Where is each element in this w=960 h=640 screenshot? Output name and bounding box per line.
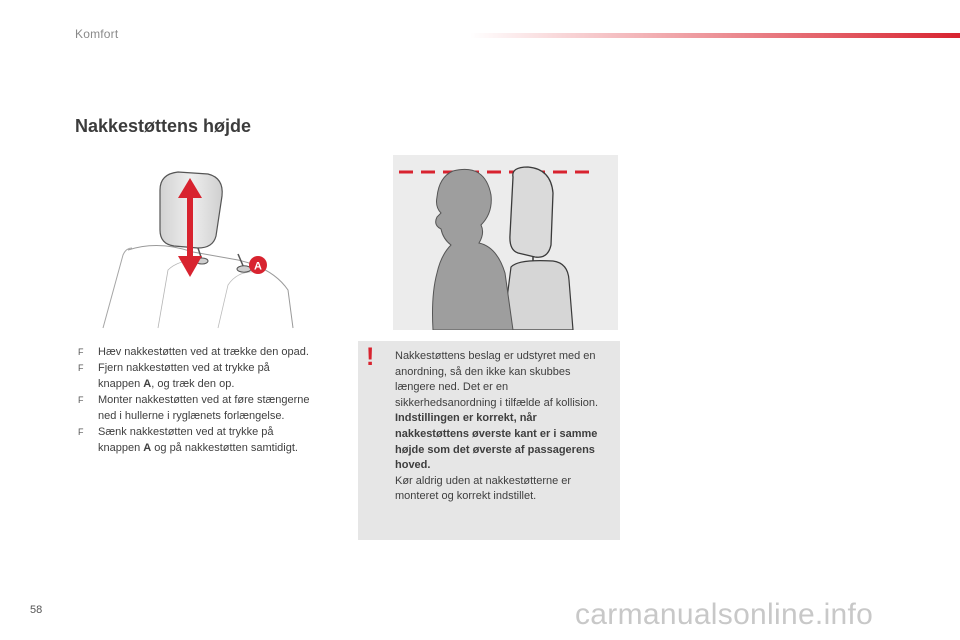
warning-box	[358, 341, 620, 540]
instruction-bullet: F	[78, 347, 84, 357]
instruction-item	[75, 360, 345, 392]
instruction-line: ned i hullerne i ryglænets forlængelse.	[98, 410, 285, 422]
page-number: 58	[30, 604, 43, 616]
warning-emphasis: Indstillingen er korrekt, når nakkestøttens øverste kant er i samme højde som det øverste af passagerens hoved.	[395, 412, 598, 472]
instruction-item	[75, 424, 345, 456]
instruction-item	[75, 344, 345, 360]
instruction-bullet: F	[78, 427, 84, 437]
instruction-line: knappen A, og træk den op.	[98, 378, 235, 390]
section-label: Komfort	[75, 27, 119, 41]
headrest-adjustment-illustration	[98, 160, 298, 330]
warning-icon: !	[366, 343, 375, 371]
instruction-list	[75, 344, 345, 456]
watermark: carmanualsonline.info	[575, 598, 874, 631]
instruction-bullet: F	[78, 395, 84, 405]
instruction-line: Fjern nakkestøtten ved at trykke på	[98, 362, 270, 374]
header-accent-bar	[470, 33, 960, 38]
instruction-line: Sænk nakkestøtten ved at trykke på	[98, 426, 274, 438]
warning-text	[395, 349, 605, 505]
page-title: Nakkestøttens højde	[75, 116, 252, 136]
headrest-height-illustration	[393, 155, 618, 330]
instruction-line: Hæv nakkestøtten ved at trække den opad.	[98, 346, 309, 358]
instruction-item	[75, 392, 345, 424]
warning-footer: Kør aldrig uden at nakkestøtterne er monteret og korrekt indstillet.	[395, 474, 572, 503]
instruction-bullet: F	[78, 363, 84, 373]
instruction-line: Monter nakkestøtten ved at føre stængerne	[98, 394, 310, 406]
instruction-line: knappen A og på nakkestøtten samtidigt.	[98, 442, 298, 454]
warning-body: Nakkestøttens beslag er udstyret med en anordning, så den ikke kan skubbes længere ned. Det er en sikkerhedsanordning i tilfælde af kollision.	[395, 350, 598, 409]
button-a-label: A	[254, 260, 262, 273]
